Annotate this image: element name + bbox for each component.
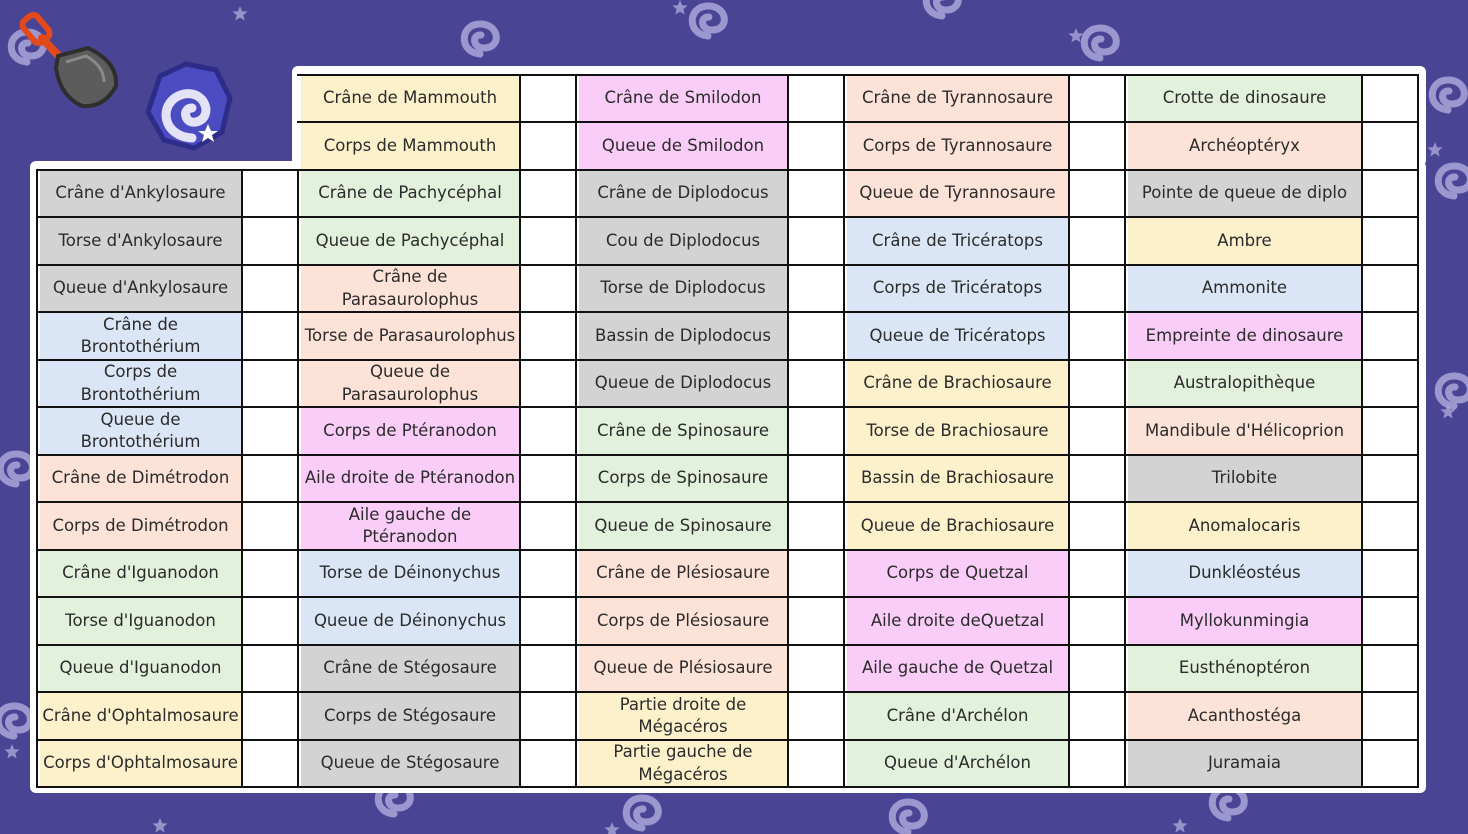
checkbox-cell[interactable] xyxy=(521,218,575,264)
checkbox-cell[interactable] xyxy=(1070,361,1124,406)
grid-line xyxy=(36,691,1419,693)
checkbox-cell[interactable] xyxy=(1070,408,1124,454)
grid-line xyxy=(36,454,1419,456)
grid-line xyxy=(297,74,1419,76)
grid-line xyxy=(297,121,1419,123)
fossil-name-cell: Queue d'Iguanodon xyxy=(40,646,241,691)
checkbox-cell[interactable] xyxy=(243,551,297,596)
checkbox-cell[interactable] xyxy=(789,503,843,549)
fossil-name-cell: Queue d'Archélon xyxy=(847,741,1068,786)
grid-line xyxy=(1068,74,1070,788)
checkbox-cell[interactable] xyxy=(1070,741,1124,786)
fossil-name-cell: Corps de Tyrannosaure xyxy=(847,123,1068,169)
checkbox-cell[interactable] xyxy=(1363,598,1417,644)
fossil-name-cell: Partie gauche de Mégacéros xyxy=(579,741,787,786)
checkbox-cell[interactable] xyxy=(1363,218,1417,264)
grid-line xyxy=(1417,74,1419,788)
checkbox-cell[interactable] xyxy=(789,266,843,311)
checkbox-cell[interactable] xyxy=(1363,123,1417,169)
checkbox-cell[interactable] xyxy=(1363,693,1417,739)
checkbox-cell[interactable] xyxy=(789,693,843,739)
fossil-name-cell: Ambre xyxy=(1128,218,1361,264)
checkbox-cell[interactable] xyxy=(1363,551,1417,596)
checkbox-cell[interactable] xyxy=(243,266,297,311)
fossil-name-cell: Queue de Pachycéphal xyxy=(301,218,519,264)
fossil-name-cell: Corps de Dimétrodon xyxy=(40,503,241,549)
checkbox-cell[interactable] xyxy=(521,503,575,549)
fossil-icon xyxy=(148,64,230,148)
checkbox-cell[interactable] xyxy=(789,171,843,216)
fossil-name-cell: Aile gauche de Ptéranodon xyxy=(301,503,519,549)
checkbox-cell[interactable] xyxy=(243,598,297,644)
fossil-name-cell: Empreinte de dinosaure xyxy=(1128,313,1361,359)
checkbox-cell[interactable] xyxy=(1070,646,1124,691)
checkbox-cell[interactable] xyxy=(1070,503,1124,549)
fossil-name-cell: Corps de Ptéranodon xyxy=(301,408,519,454)
fossil-name-cell: Crâne de Plésiosaure xyxy=(579,551,787,596)
checkbox-cell[interactable] xyxy=(789,646,843,691)
fossil-name-cell: Crâne d'Iguanodon xyxy=(40,551,241,596)
checkbox-cell[interactable] xyxy=(243,218,297,264)
grid-line xyxy=(241,169,243,788)
checkbox-cell[interactable] xyxy=(1363,361,1417,406)
fossil-name-cell: Corps d'Ophtalmosaure xyxy=(40,741,241,786)
checkbox-cell[interactable] xyxy=(521,361,575,406)
grid-line xyxy=(36,311,1419,313)
shovel-icon xyxy=(20,12,116,106)
fossil-name-cell: Trilobite xyxy=(1128,456,1361,501)
fossil-name-cell: Queue de Spinosaure xyxy=(579,503,787,549)
checkbox-cell[interactable] xyxy=(1363,456,1417,501)
checkbox-cell[interactable] xyxy=(1363,741,1417,786)
fossil-name-cell: Eusthénoptéron xyxy=(1128,646,1361,691)
fossil-name-cell: Queue d'Ankylosaure xyxy=(40,266,241,311)
checkbox-cell[interactable] xyxy=(1363,171,1417,216)
checkbox-cell[interactable] xyxy=(789,741,843,786)
fossil-name-cell: Crâne de Stégosaure xyxy=(301,646,519,691)
fossil-name-cell: Corps de Plésiosaure xyxy=(579,598,787,644)
grid-line xyxy=(787,74,789,788)
grid-line xyxy=(36,359,1419,361)
checkbox-cell[interactable] xyxy=(1363,646,1417,691)
fossil-name-cell: Juramaia xyxy=(1128,741,1361,786)
fossil-name-cell: Queue de Plésiosaure xyxy=(579,646,787,691)
checkbox-cell[interactable] xyxy=(789,408,843,454)
fossil-name-cell: Crâne de Diplodocus xyxy=(579,171,787,216)
fossil-name-cell: Crâne de Mammouth xyxy=(301,76,519,121)
checkbox-cell[interactable] xyxy=(243,313,297,359)
fossil-name-cell: Corps de Spinosaure xyxy=(579,456,787,501)
checkbox-cell[interactable] xyxy=(243,361,297,406)
checkbox-cell[interactable] xyxy=(243,646,297,691)
fossil-name-cell: Torse de Parasaurolophus xyxy=(301,313,519,359)
checkbox-cell[interactable] xyxy=(1363,313,1417,359)
checkbox-cell[interactable] xyxy=(1070,266,1124,311)
grid-line xyxy=(36,216,1419,218)
grid-line xyxy=(519,74,521,788)
fossil-name-cell: Cou de Diplodocus xyxy=(579,218,787,264)
fossil-name-cell: Dunkléostéus xyxy=(1128,551,1361,596)
grid-line xyxy=(1361,74,1363,788)
fossil-name-cell: Crâne de Brachiosaure xyxy=(847,361,1068,406)
checkbox-cell[interactable] xyxy=(1070,218,1124,264)
grid-line xyxy=(36,169,38,788)
fossil-name-cell: Aile gauche de Quetzal xyxy=(847,646,1068,691)
checkbox-cell[interactable] xyxy=(1363,266,1417,311)
fossil-name-cell: Torse de Diplodocus xyxy=(579,266,787,311)
checkbox-cell[interactable] xyxy=(789,123,843,169)
fossil-name-cell: Crâne de Tricératops xyxy=(847,218,1068,264)
checkbox-cell[interactable] xyxy=(521,171,575,216)
fossil-name-cell: Queue de Tyrannosaure xyxy=(847,171,1068,216)
checkbox-cell[interactable] xyxy=(1363,76,1417,121)
fossil-name-cell: Mandibule d'Hélicoprion xyxy=(1128,408,1361,454)
fossil-name-cell: Myllokunmingia xyxy=(1128,598,1361,644)
fossil-name-cell: Queue de Diplodocus xyxy=(579,361,787,406)
fossil-name-cell: Crâne de Brontothérium xyxy=(40,313,241,359)
fossil-name-cell: Crâne de Tyrannosaure xyxy=(847,76,1068,121)
fossil-name-cell: Queue de Brontothérium xyxy=(40,408,241,454)
fossil-name-cell: Acanthostéga xyxy=(1128,693,1361,739)
checkbox-cell[interactable] xyxy=(789,218,843,264)
fossil-name-cell: Australopithèque xyxy=(1128,361,1361,406)
fossil-name-cell: Torse de Brachiosaure xyxy=(847,408,1068,454)
grid-line xyxy=(36,786,1419,788)
fossil-name-cell: Crâne de Spinosaure xyxy=(579,408,787,454)
fossil-name-cell: Corps de Brontothérium xyxy=(40,361,241,406)
fossil-name-cell: Queue de Smilodon xyxy=(579,123,787,169)
grid-line xyxy=(36,264,1419,266)
checkbox-cell[interactable] xyxy=(789,598,843,644)
fossil-name-cell: Crâne de Smilodon xyxy=(579,76,787,121)
fossil-name-cell: Queue de Déinonychus xyxy=(301,598,519,644)
checkbox-cell[interactable] xyxy=(243,456,297,501)
checkbox-cell[interactable] xyxy=(1070,313,1124,359)
checkbox-cell[interactable] xyxy=(243,693,297,739)
checkbox-cell[interactable] xyxy=(1070,456,1124,501)
checkbox-cell[interactable] xyxy=(1070,598,1124,644)
checkbox-cell[interactable] xyxy=(243,408,297,454)
grid-line xyxy=(36,644,1419,646)
fossil-name-cell: Archéoptéryx xyxy=(1128,123,1361,169)
checkbox-cell[interactable] xyxy=(521,598,575,644)
grid-line xyxy=(1124,74,1126,788)
checkbox-cell[interactable] xyxy=(1070,693,1124,739)
fossil-name-cell: Crâne d'Ophtalmosaure xyxy=(40,693,241,739)
checkbox-cell[interactable] xyxy=(521,456,575,501)
fossil-name-cell: Torse d'Iguanodon xyxy=(40,598,241,644)
grid-line xyxy=(843,74,845,788)
fossil-name-cell: Aile droite de Ptéranodon xyxy=(301,456,519,501)
fossil-name-cell: Ammonite xyxy=(1128,266,1361,311)
fossil-name-cell: Crâne d'Archélon xyxy=(847,693,1068,739)
fossil-name-cell: Bassin de Brachiosaure xyxy=(847,456,1068,501)
grid-line xyxy=(36,596,1419,598)
checkbox-cell[interactable] xyxy=(243,503,297,549)
fossil-name-cell: Queue de Brachiosaure xyxy=(847,503,1068,549)
header-icons xyxy=(0,0,260,170)
fossil-name-cell: Bassin de Diplodocus xyxy=(579,313,787,359)
fossil-name-cell: Aile droite deQuetzal xyxy=(847,598,1068,644)
fossil-name-cell: Queue de Parasaurolophus xyxy=(301,361,519,406)
grid-line xyxy=(36,501,1419,503)
checkbox-cell[interactable] xyxy=(521,741,575,786)
fossil-name-cell: Torse de Déinonychus xyxy=(301,551,519,596)
checkbox-cell[interactable] xyxy=(789,76,843,121)
grid-line xyxy=(297,169,299,788)
grid-line xyxy=(575,74,577,788)
checkbox-cell[interactable] xyxy=(1070,171,1124,216)
checkbox-cell[interactable] xyxy=(521,693,575,739)
fossil-name-cell: Pointe de queue de diplo xyxy=(1128,171,1361,216)
checkbox-cell[interactable] xyxy=(1363,408,1417,454)
checkbox-cell[interactable] xyxy=(243,171,297,216)
fossil-name-cell: Crâne de Dimétrodon xyxy=(40,456,241,501)
grid-line xyxy=(36,739,1419,741)
fossil-name-cell: Corps de Tricératops xyxy=(847,266,1068,311)
fossil-name-cell: Crotte de dinosaure xyxy=(1128,76,1361,121)
checkbox-cell[interactable] xyxy=(1363,503,1417,549)
fossil-name-cell: Crâne d'Ankylosaure xyxy=(40,171,241,216)
fossil-name-cell: Anomalocaris xyxy=(1128,503,1361,549)
checkbox-cell[interactable] xyxy=(521,551,575,596)
fossil-name-cell: Crâne de Parasaurolophus xyxy=(301,266,519,311)
checkbox-cell[interactable] xyxy=(521,646,575,691)
fossil-name-cell: Corps de Mammouth xyxy=(301,123,519,169)
fossil-name-cell: Corps de Quetzal xyxy=(847,551,1068,596)
fossil-name-cell: Partie droite de Mégacéros xyxy=(579,693,787,739)
fossil-name-cell: Queue de Tricératops xyxy=(847,313,1068,359)
checkbox-cell[interactable] xyxy=(521,123,575,169)
checkbox-cell[interactable] xyxy=(243,741,297,786)
fossil-name-cell: Crâne de Pachycéphal xyxy=(301,171,519,216)
checkbox-cell[interactable] xyxy=(789,361,843,406)
checkbox-cell[interactable] xyxy=(521,408,575,454)
checkbox-cell[interactable] xyxy=(789,551,843,596)
grid-line xyxy=(36,406,1419,408)
checkbox-cell[interactable] xyxy=(521,76,575,121)
checkbox-cell[interactable] xyxy=(1070,123,1124,169)
fossil-name-cell: Torse d'Ankylosaure xyxy=(40,218,241,264)
checkbox-cell[interactable] xyxy=(789,456,843,501)
fossil-name-cell: Corps de Stégosaure xyxy=(301,693,519,739)
grid-line xyxy=(36,549,1419,551)
fossil-name-cell: Queue de Stégosaure xyxy=(301,741,519,786)
checkbox-cell[interactable] xyxy=(521,266,575,311)
checkbox-cell[interactable] xyxy=(1070,551,1124,596)
checkbox-cell[interactable] xyxy=(1070,76,1124,121)
checkbox-cell[interactable] xyxy=(789,313,843,359)
checkbox-cell[interactable] xyxy=(521,313,575,359)
